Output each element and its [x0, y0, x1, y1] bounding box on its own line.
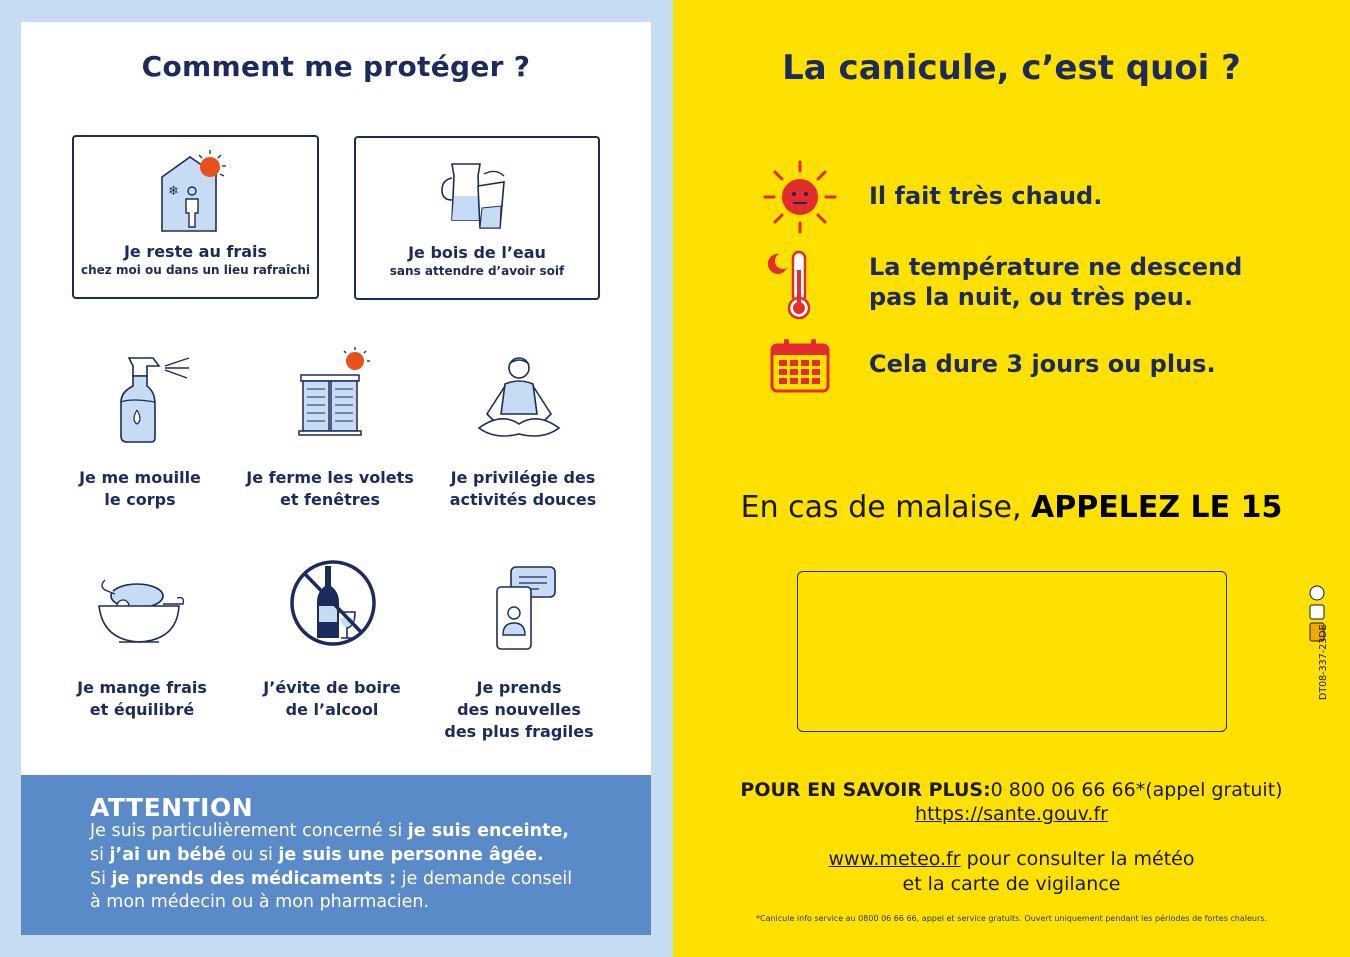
tip-line: des nouvelles	[457, 700, 581, 719]
no-alcohol-icon	[289, 558, 379, 648]
fact-line: Il fait très chaud.	[869, 182, 1103, 210]
meteo-link[interactable]: www.meteo.fr	[828, 848, 961, 870]
tip-line: de l’alcool	[285, 700, 379, 719]
tip-drink-water	[354, 136, 600, 300]
right-panel	[673, 0, 1350, 957]
tip-subtitle: chez moi ou dans un lieu rafraîchi	[81, 263, 310, 277]
footnote: *Canicule info service au 0800 06 66 66, appel et service gratuits. Ouvert uniquement pendant les périodes de fortes chaleurs.	[755, 914, 1267, 923]
thermometer-moon-icon	[765, 250, 815, 322]
tip-line: Je prends	[476, 678, 562, 697]
tip-line: J’évite de boire	[263, 678, 401, 697]
more-info-line: POUR EN SAVOIR PLUS:0 800 06 66 66*(appel gratuit)	[740, 779, 1283, 801]
tip-subtitle: sans attendre d’avoir soif	[389, 264, 565, 278]
tip-line: Je me mouille	[79, 468, 201, 487]
sante-link[interactable]: https://sante.gouv.fr	[915, 803, 1108, 825]
attention-banner	[21, 775, 651, 935]
tip-line: Je ferme les volets	[246, 468, 414, 487]
water-pitcher-icon	[438, 154, 518, 230]
spray-bottle-icon	[103, 352, 193, 444]
meditation-icon	[473, 354, 565, 442]
attention-line: si j’ai un bébé ou si je suis une personne âgée.	[90, 845, 544, 865]
tip-avoid-alcohol	[232, 677, 432, 721]
attention-title: ATTENTION	[90, 793, 254, 822]
tip-title: Je bois de l’eau	[408, 243, 546, 262]
tip-stay-cool	[72, 135, 319, 299]
meteo-line-2: et la carte de vigilance	[902, 873, 1121, 895]
tip-line: et fenêtres	[279, 490, 381, 509]
svg-text:❄: ❄	[168, 184, 179, 199]
house-cool-icon	[154, 147, 234, 233]
fact-night-temperature	[869, 252, 1242, 312]
fact-line: Cela dure 3 jours ou plus.	[869, 350, 1216, 378]
left-panel	[0, 0, 673, 957]
shutters-icon	[297, 347, 387, 437]
empty-stamp-box	[797, 571, 1227, 732]
attention-line: Je suis particulièrement concerné si je suis enceinte,	[90, 821, 570, 841]
page-title: La canicule, c’est quoi ?	[782, 48, 1241, 88]
tip-check-vulnerable	[419, 677, 619, 743]
tip-gentle-activities	[423, 467, 623, 511]
document-reference: DT08-337-23DE	[1318, 624, 1329, 700]
sun-icon	[763, 160, 837, 234]
meteo-line: www.meteo.fr pour consulter la météo	[828, 848, 1195, 870]
food-bowl-icon	[97, 574, 187, 648]
fact-line: pas la nuit, ou très peu.	[869, 283, 1193, 311]
tip-line: Je privilégie des	[450, 468, 596, 487]
tip-eat-fresh	[42, 677, 242, 721]
tips-card	[21, 22, 651, 775]
page-title: Comment me protéger ?	[141, 50, 531, 83]
tip-line: Je mange frais	[77, 678, 207, 697]
calendar-icon	[770, 337, 830, 393]
tip-wet-body	[40, 467, 240, 511]
tip-line: des plus fragiles	[444, 722, 594, 741]
tip-title: Je reste au frais	[123, 242, 268, 261]
phone-call-icon	[493, 565, 559, 651]
attention-line: Si je prends des médicaments : je demande conseil	[90, 869, 573, 889]
tip-close-shutters	[230, 467, 430, 511]
fact-line: La température ne descend	[869, 253, 1243, 281]
fact-duration	[869, 349, 1216, 379]
fact-very-hot	[869, 181, 1102, 211]
emergency-call-text: En cas de malaise, APPELEZ LE 15	[740, 490, 1283, 525]
tip-line: le corps	[104, 490, 176, 509]
tip-line: activités douces	[449, 490, 597, 509]
attention-line: à mon médecin ou à mon pharmacien.	[90, 892, 430, 912]
tip-line: et équilibré	[89, 700, 195, 719]
